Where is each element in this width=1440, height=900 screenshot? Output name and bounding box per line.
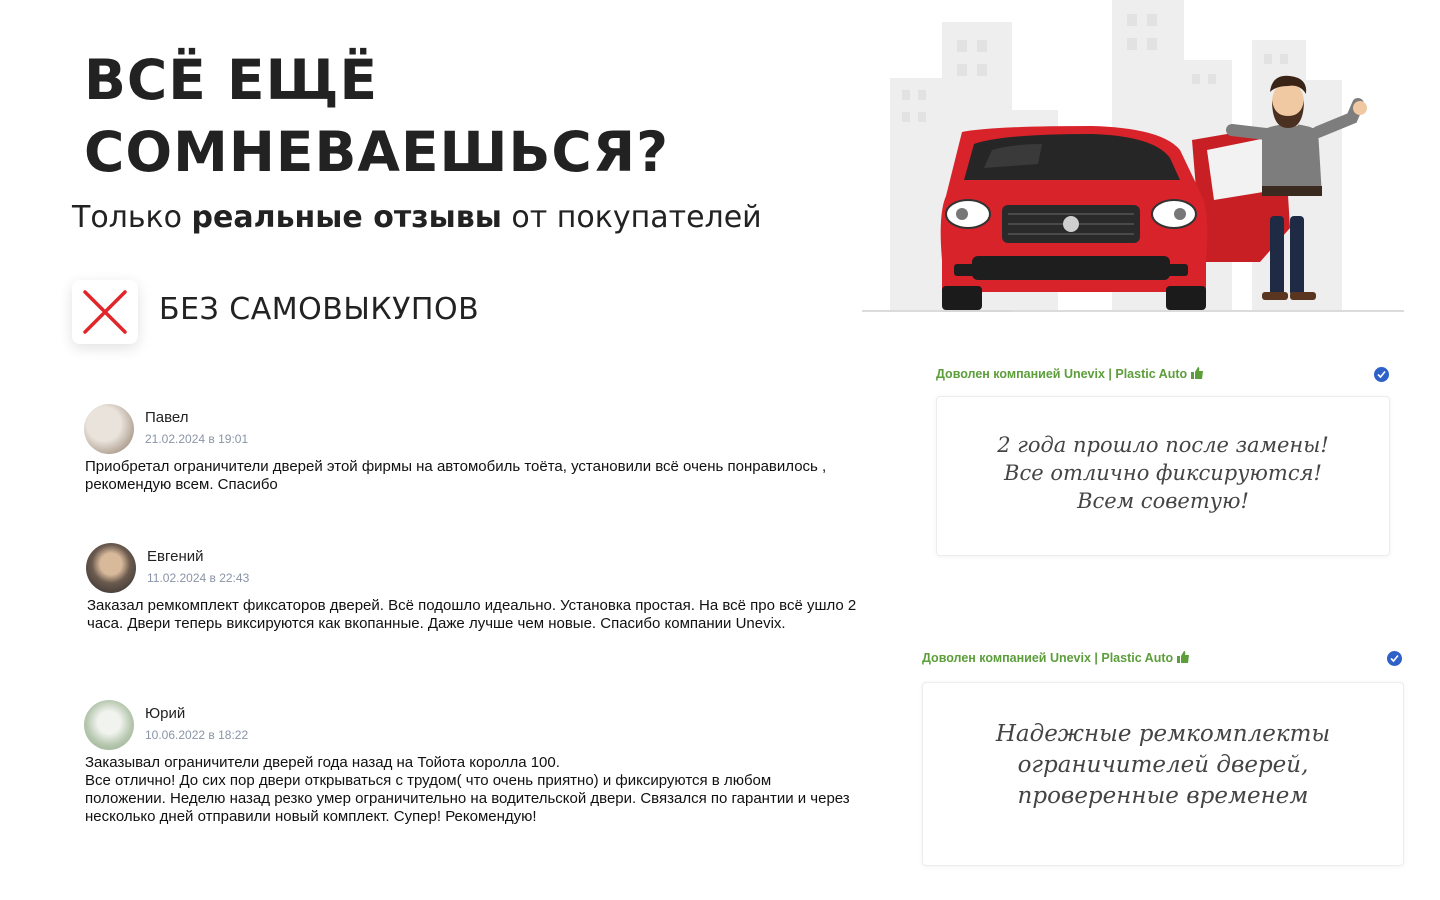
testimonial-header [936,367,1203,381]
page-title-line-2: СОМНЕВАЕШЬСЯ? [84,120,669,184]
no-self-buyout-badge [72,280,138,344]
avatar [86,543,136,593]
testimonial-header-text: Доволен компанией Unevix | Plastic Auto [936,367,1188,381]
testimonial-header [922,651,1189,665]
review-date: 11.02.2024 в 22:43 [147,571,250,585]
cross-icon [82,289,128,335]
review-author: Павел [145,409,189,426]
review-author: Евгений [147,548,204,565]
review-date: 21.02.2024 в 19:01 [145,432,249,446]
subtitle-bold: реальные отзывы [191,200,502,235]
testimonial-header-text: Доволен компанией Unevix | Plastic Auto [922,651,1174,665]
testimonial-quote: Надежные ремкомплекты ограничителей дверей, проверенные временем [995,721,1331,809]
verified-check-icon [1374,367,1389,382]
page-title-line-1: ВСЁ ЕЩЁ [84,48,379,112]
testimonial-card [936,396,1390,556]
review-item [84,700,864,840]
avatar [84,404,134,454]
thumbs-up-icon [1191,367,1203,379]
avatar [84,700,134,750]
review-text: Заказывал ограничители дверей года назад на Тойота королла 100. Все отлично! До сих пор двери открываться с трудом( что очень приятно) и фиксируются в любом положении. Неделю назад резко умер ограничительно на водительской двери. Связался по гарантии и через несколько дней отправили новый комплект. Супер! Рекомендую! [85,754,850,825]
review-date: 10.06.2022 в 18:22 [145,728,249,742]
page-title [84,44,804,188]
review-author: Юрий [145,705,186,722]
review-item [84,543,864,653]
review-text: Приобретал ограничители дверей этой фирмы на автомобиль тоёта, установили всё очень понравилось , рекомендую всем. Спасибо [85,458,827,493]
testimonial-card [922,682,1404,866]
review-text: Заказал ремкомплект фиксаторов дверей. Всё подошло идеально. Установка простая. На всё про всё ушло 2 часа. Двери теперь виксируются как вкопанные. Даже лучше чем новые. Спасибо компании Unevix. [87,597,857,632]
verified-check-icon [1387,651,1402,666]
subtitle-suffix: от покупателей [501,200,762,235]
subtitle [72,200,762,235]
testimonial-quote: 2 года прошло после замены! Все отлично фиксируются! Всем советую! [997,433,1329,513]
no-self-buyout-text: БЕЗ САМОВЫКУПОВ [159,292,480,327]
car-dealer-illustration [862,0,1404,316]
thumbs-up-icon [1177,651,1189,663]
review-item [84,404,864,500]
subtitle-prefix: Только [72,200,192,235]
